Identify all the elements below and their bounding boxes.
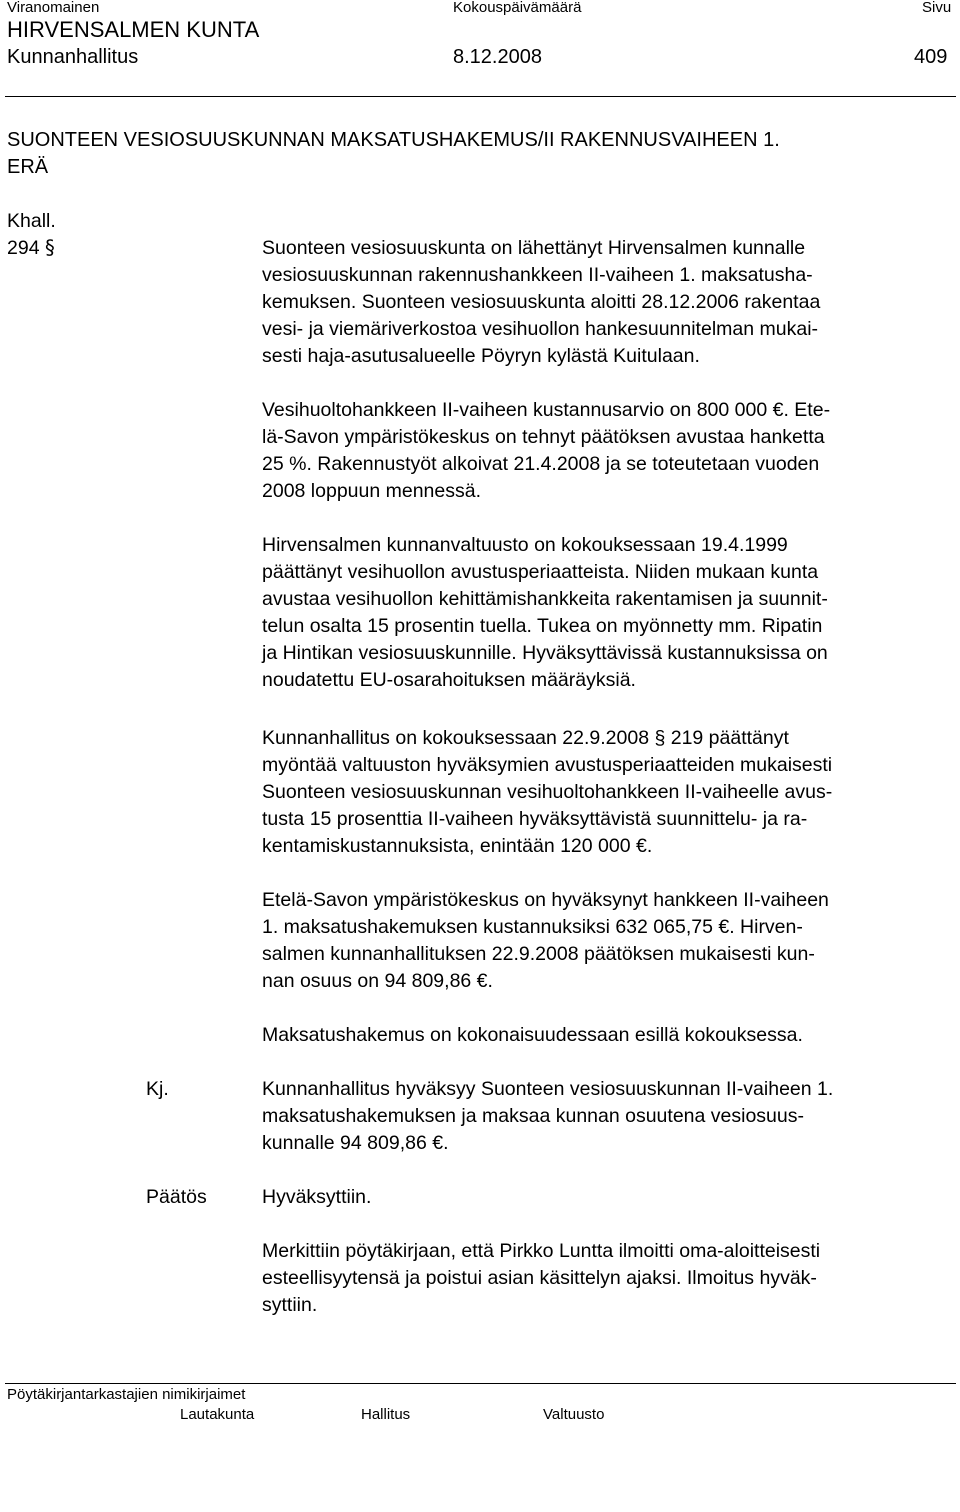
header-col2-label: Kokouspäivämäärä — [453, 0, 582, 16]
reference-number-value: 294 — [7, 237, 40, 259]
paragraph-line: noudatettu EU-osarahoituksen määräyksiä. — [262, 668, 636, 691]
organization-name: HIRVENSALMEN KUNTA — [7, 17, 260, 42]
paragraph-line: kemuksen. Suonteen vesiosuuskunta aloitti 28.12.2006 rakentaa — [262, 290, 821, 313]
paragraph-line: Suonteen vesiosuuskunnan vesihuoltohankkeen II-vaiheelle avus- — [262, 780, 833, 803]
paragraph-line: avustaa vesihuollon kehittämishankkeita rakentamisen ja suunnit- — [262, 587, 828, 610]
paragraph-2 — [262, 397, 952, 505]
paragraph-line: vesiosuuskunnan rakennushankkeen II-vaiheen 1. maksatusha- — [262, 263, 813, 286]
paragraph-line: päättänyt vesihuollon avustusperiaatteista. Niiden mukaan kunta — [262, 560, 819, 583]
footer-divider — [5, 1383, 956, 1384]
paragraph-line: tusta 15 prosenttia II-vaiheen hyväksyttävistä suunnittelu- ja ra- — [262, 807, 808, 830]
paragraph-line: Suonteen vesiosuuskunta on lähettänyt Hirvensalmen kunnalle — [262, 237, 806, 259]
decision-text — [262, 1184, 952, 1211]
paragraph-line: ja Hintikan vesiosuuskunnille. Hyväksyttävissä kustannuksissa on — [262, 641, 828, 664]
paragraph-5 — [262, 887, 952, 995]
authority-name: Kunnanhallitus — [7, 46, 139, 68]
footer-col-lautakunta: Lautakunta — [180, 1406, 255, 1423]
proposal-label: Kj. — [146, 1078, 169, 1100]
footer-col-hallitus: Hallitus — [361, 1406, 411, 1423]
paragraph-line: 2008 loppuun mennessä. — [262, 479, 482, 502]
paragraph-line: myöntää valtuuston hyväksymien avustusperiaatteiden mukaisesti — [262, 753, 833, 776]
paragraph-line: sesti haja-asutusalueelle Pöyryn kylästä Kuitulaan. — [262, 344, 700, 367]
reference-number — [7, 235, 55, 262]
paragraph-4 — [262, 725, 952, 860]
footer-col-valtuusto: Valtuusto — [543, 1406, 605, 1423]
paragraph-line: kunnalle 94 809,86 €. — [262, 1131, 449, 1154]
meeting-date: 8.12.2008 — [453, 46, 542, 68]
header-col3-label: Sivu — [922, 0, 952, 16]
decision-label: Päätös — [146, 1186, 207, 1208]
paragraph-line: salmen kunnanhallituksen 22.9.2008 päätöksen mukaisesti kun- — [262, 942, 815, 965]
section-sign: § — [44, 236, 55, 259]
page-number: 409 — [914, 46, 948, 68]
paragraph-1 — [262, 235, 952, 370]
paragraph-line: telun osalta 15 prosentin tuella. Tukea on myönnetty mm. Ripatin — [262, 614, 823, 637]
header-divider — [5, 96, 956, 97]
signatures-label: Pöytäkirjantarkastajien nimikirjaimet — [7, 1386, 246, 1403]
proposal-text — [262, 1076, 952, 1157]
paragraph-line: Kunnanhallitus hyväksyy Suonteen vesiosuuskunnan II-vaiheen 1. — [262, 1078, 834, 1100]
paragraph-line: nan osuus on 94 809,86 €. — [262, 969, 493, 992]
paragraph-3 — [262, 532, 952, 693]
paragraph-line: Kunnanhallitus on kokouksessaan 22.9.2008 § 219 päättänyt — [262, 727, 789, 749]
paragraph-line: 25 %. Rakennustyöt alkoivat 21.4.2008 ja se toteutetaan vuoden — [262, 452, 820, 475]
paragraph-6 — [262, 1022, 952, 1049]
paragraph-line: Etelä-Savon ympäristökeskus on hyväksynyt hankkeen II-vaiheen — [262, 889, 829, 911]
paragraph-line: Merkittiin pöytäkirjaan, että Pirkko Luntta ilmoitti oma-aloitteisesti — [262, 1240, 821, 1262]
paragraph-line: Hyväksyttiin. — [262, 1186, 372, 1208]
reference-body: Khall. — [7, 210, 56, 232]
paragraph-line: Vesihuoltohankkeen II-vaiheen kustannusarvio on 800 000 €. Ete- — [262, 399, 831, 421]
paragraph-line: maksatushakemuksen ja maksaa kunnan osuutena vesiosuus- — [262, 1104, 804, 1127]
item-title-line-2: ERÄ — [7, 156, 49, 178]
paragraph-line: Hirvensalmen kunnanvaltuusto on kokouksessaan 19.4.1999 — [262, 534, 788, 556]
paragraph-line: kentamiskustannuksista, enintään 120 000 €. — [262, 834, 653, 857]
paragraph-line: lä-Savon ympäristökeskus on tehnyt päätöksen avustaa hanketta — [262, 425, 825, 448]
paragraph-line: vesi- ja viemäriverkostoa vesihuollon hankesuunnitelman mukai- — [262, 317, 819, 340]
decision-note — [262, 1238, 952, 1319]
paragraph-line: syttiin. — [262, 1293, 318, 1316]
header-col1-label: Viranomainen — [7, 0, 100, 16]
paragraph-line: 1. maksatushakemuksen kustannuksiksi 632 065,75 €. Hirven- — [262, 915, 803, 938]
paragraph-line: esteellisyytensä ja poistui asian käsittelyn ajaksi. Ilmoitus hyväk- — [262, 1266, 817, 1289]
item-title-line-1: SUONTEEN VESIOSUUSKUNNAN MAKSATUSHAKEMUS/II RAKENNUSVAIHEEN 1. — [7, 129, 780, 151]
paragraph-line: Maksatushakemus on kokonaisuudessaan esillä kokouksessa. — [262, 1024, 803, 1046]
